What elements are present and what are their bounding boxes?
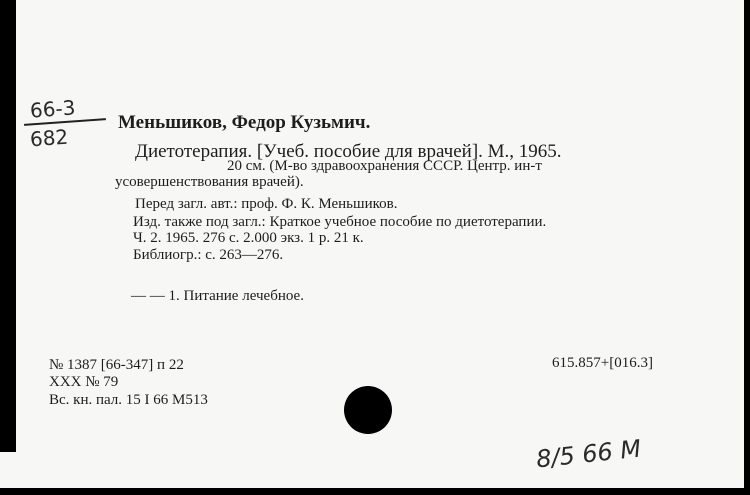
subject-heading: — — 1. Питание лечебное. [131,288,304,304]
record-number: № 1387 [66-347] п 22 [49,357,184,373]
punch-hole [344,386,392,434]
xxx-number: XXX № 79 [49,374,119,390]
author-heading: Меньшиков, Федор Кузьмич. [118,112,371,133]
title-line: Диетотерапия. [Учеб. пособие для врачей]. М., 1965. [135,141,562,162]
scan-border-bottom [0,488,750,495]
note-bibliography: Библиогр.: с. 263—276. [133,247,284,263]
udc-classification: 615.857+[016.3] [552,355,653,371]
shelf-mark-top: 66-3 [29,95,77,123]
note-part: Ч. 2. 1965. 276 с. 2.000 экз. 1 р. 21 к. [133,230,364,246]
shelf-mark-bottom: 682 [29,124,69,152]
note-preface: Перед загл. авт.: проф. Ф. К. Меньшиков. [135,196,398,212]
note-series: Изд. также под загл.: Краткое учебное пособие по диетотерапии. [133,214,547,230]
handwritten-note: 8/5 66 М [534,434,643,474]
scan-border-right [744,0,750,495]
chamber-date: Вс. кн. пал. 15 I 66 М513 [49,392,208,408]
size-line: 20 см. (М-во здравоохранения СССР. Центр. ин-т [227,158,542,174]
scan-border-left [0,0,17,452]
publisher-line: усовершенствования врачей). [115,174,304,190]
